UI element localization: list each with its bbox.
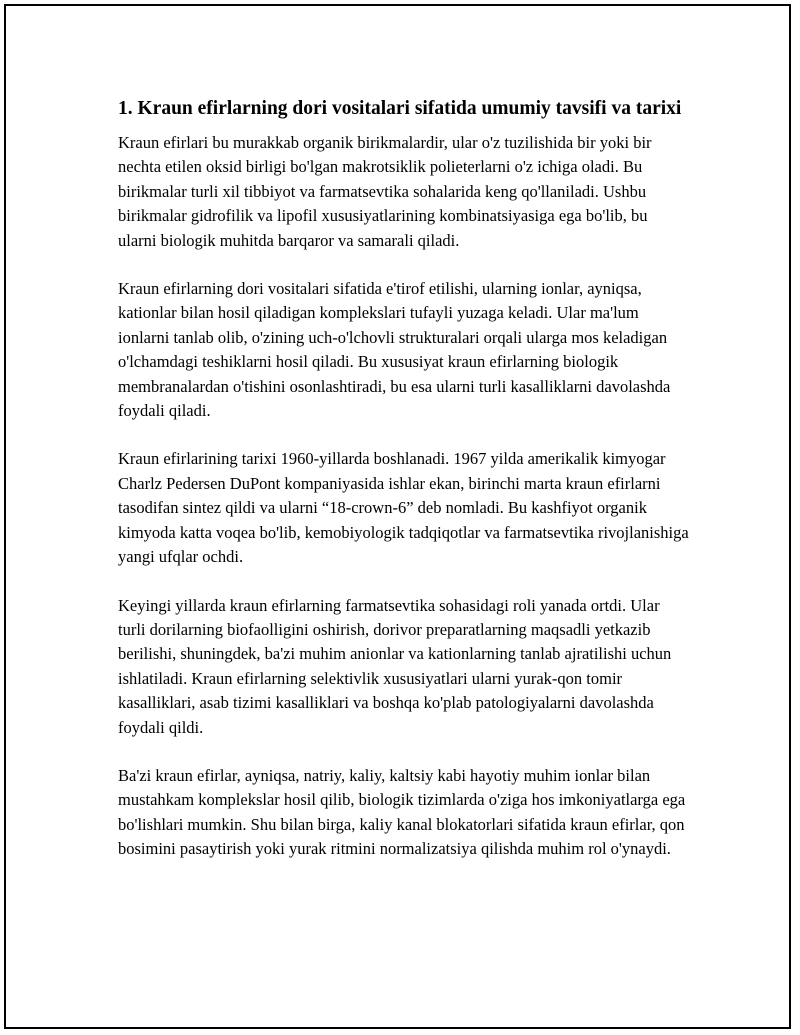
paragraph-5: Ba'zi kraun efirlar, ayniqsa, natriy, kaliy, kaltsiy kabi hayotiy muhim ionlar bilan mustahkam komplekslar hosil qilib, biologik tizimlarda o'ziga hos imkoniyatlarga ega bo'lishlari mumkin. Shu bilan birga, kaliy kanal blokatorlari sifatida kraun efirlar, qon bosimini pasaytirish yoki yurak ritmini normalizatsiya qilishda muhim rol o'ynaydi. <box>118 765 686 859</box>
paragraph-4: Keyingi yillarda kraun efirlarning farmatsevtika sohasidagi roli yanada ortdi. Ular turli dorilarning biofaolligini oshirish, dorivor preparatlarning maqsadli yetkazib berilishi, shuningdek, ba'zi muhim anionlar va kationlarning tanlab ajratilishi uchun ishlatiladi. Kraun efirlarning selektivlik xususiyatlari ularni yurak-qon tomir kasalliklari, asab tizimi kasalliklari va boshqa ko'plab patologiyalarni davolashda foydali qildi. <box>118 595 672 737</box>
paragraph-1: Kraun efirlari bu murakkab organik birikmalardir, ular o'z tuzilishida bir yoki bir nechta etilen oksid birligi bo'lgan makrotsiklik polieterlarni o'z ichiga oladi. Bu birikmalar turli xil tibbiyot va farmatsevtika sohalarida keng qo'llaniladi. Ushbu birikmalar gidrofilik va lipofil xususiyatlarining kombinatsiyasiga ega bo'lib, bu ularni biologik muhitda barqaror va samarali qiladi. <box>118 133 652 250</box>
document-body <box>118 94 690 886</box>
paragraph-3: Kraun efirlarining tarixi 1960-yillarda boshlanadi. 1967 yilda amerikalik kimyogar Charlz Pedersen DuPont kompaniyasida ishlar ekan, birinchi marta kraun efirlarni tasodifan sintez qildi va ularni “18-crown-6” deb nomladi. Bu kashfiyot organik kimyoda katta voqea bo'lib, kemobiyologik tadqiqotlar va farmatsevtika rivojlanishiga yangi ufqlar ochdi. <box>118 449 689 567</box>
paragraph-2: Kraun efirlarning dori vositalari sifatida e'tirof etilishi, ularning ionlar, ayniqsa, kationlar bilan hosil qiladigan komplekslari tufayli yuzaga keladi. Ular ma'lum ionlarni tanlab olib, o'zining uch-o'lchovli strukturalari orqali ularga mos keladigan o'lchamdagi teshiklarni hosil qiladi. Bu xususiyat kraun efirlarning biologik membranalardan o'tishini osonlashtiradi, bu esa ularni turli kasalliklarni davolashda foydali qiladi. <box>118 279 671 421</box>
section-heading: 1. Kraun efirlarning dori vositalari sifatida umumiy tavsifi va tarixi <box>118 98 682 119</box>
